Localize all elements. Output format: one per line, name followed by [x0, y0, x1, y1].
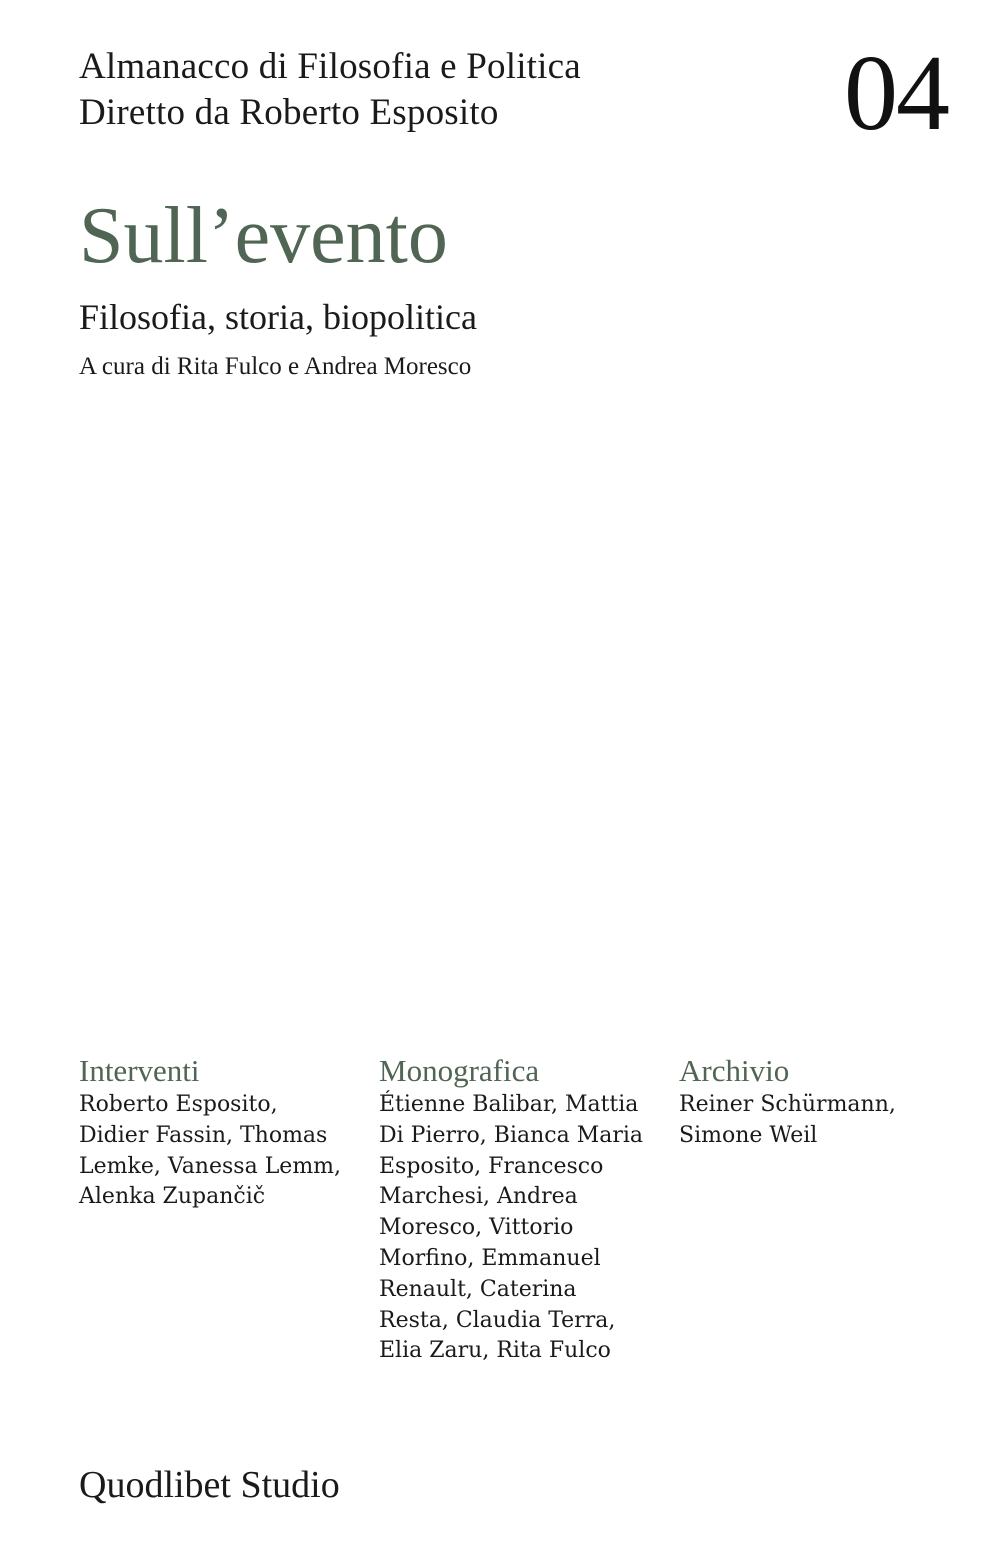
section-authors: Étienne Balibar, Mattia Di Pierro, Bianca Maria Esposito, Francesco Marchesi, Andrea Moresco, Vittorio Morfino, Emmanuel Renault, Caterina Resta, Claudia Terra, Elia Zaru, Rita Fulco	[379, 1092, 644, 1364]
section-heading: Archivio	[679, 1053, 790, 1088]
series-name: Almanacco di Filosofia e Politica	[79, 46, 581, 87]
publisher-name: Quodlibet Studio	[79, 1464, 340, 1506]
section-archivio	[679, 1052, 959, 1152]
series-director: Diretto da Roberto Esposito	[79, 92, 499, 133]
series-info	[79, 44, 581, 136]
section-monografica	[379, 1052, 659, 1367]
book-editors: A cura di Rita Fulco e Andrea Moresco	[79, 353, 472, 380]
section-authors: Roberto Esposito, Didier Fassin, Thomas Lemke, Vanessa Lemm, Alenka Zupančič	[79, 1092, 342, 1210]
section-authors: Reiner Schürmann, Simone Weil	[679, 1092, 896, 1148]
issue-number: 04	[844, 34, 948, 153]
section-heading: Interventi	[79, 1053, 200, 1088]
book-subtitle: Filosofia, storia, biopolitica	[79, 297, 477, 337]
section-heading: Monografica	[379, 1053, 540, 1088]
book-title: Sull’evento	[79, 192, 448, 280]
section-interventi	[79, 1052, 359, 1213]
